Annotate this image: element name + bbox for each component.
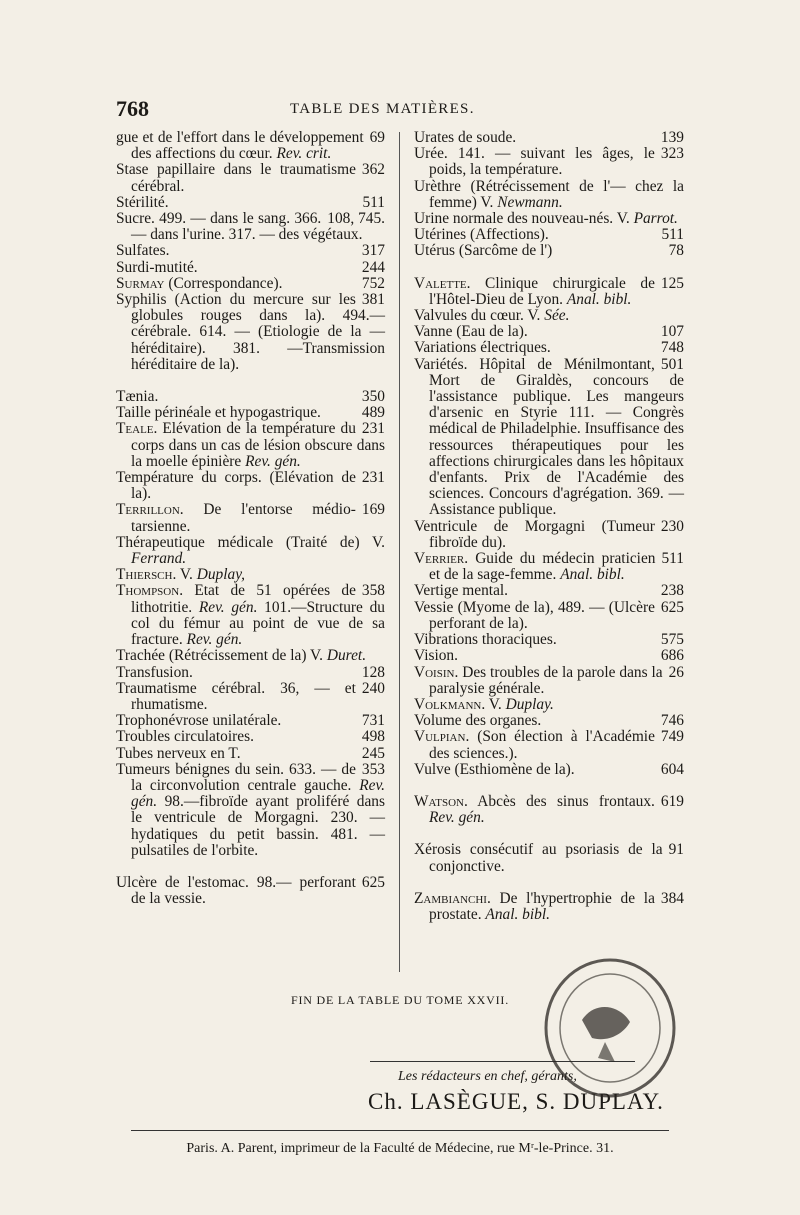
author-name: Thompson (116, 582, 180, 600)
author-name: Vulpian (414, 728, 466, 746)
source-ref: Parrot. (633, 210, 678, 228)
entry-text: Utérus (Sarcôme de l') (414, 242, 553, 260)
index-entry (414, 551, 684, 583)
source-ref: Rev. gén. (429, 809, 485, 827)
entry-text: Urine normale des nouveau-nés. V. (414, 210, 634, 228)
index-entry (116, 292, 385, 373)
index-entry (116, 665, 385, 681)
entry-text: Trophonévrose unilatérale. (116, 712, 282, 730)
entry-text: Urates de soude. (414, 129, 517, 146)
editors-line: Les rédacteurs en chef, gérants, (398, 1069, 577, 1084)
page-reference: 350 (361, 388, 385, 406)
entry-text: . (Son élection à l'Académie des sciences.). (429, 728, 655, 762)
entry-text: Variations électriques. (414, 339, 551, 357)
page-reference: 625 (361, 873, 385, 891)
index-entry (414, 340, 684, 356)
page-reference: 748 (660, 339, 684, 357)
page-reference: 245 (361, 744, 385, 762)
index-entry (414, 146, 684, 178)
page-reference: 231 (361, 469, 385, 487)
index-entry (116, 211, 385, 243)
entry-text: Vessie (Myome de la), 489. — (Ulcère perforant de la). (414, 598, 655, 632)
entry-text: Troubles circulatoires. (116, 728, 254, 746)
source-ref: Duplay, (196, 566, 246, 584)
index-entry (414, 648, 684, 664)
page-reference: 731 (361, 712, 385, 730)
entry-text: Sulfates. (116, 242, 170, 260)
page-reference: 384 (660, 889, 684, 907)
index-entry (414, 227, 684, 243)
index-entry (414, 762, 684, 778)
page-reference: 498 (361, 728, 385, 746)
index-entry (116, 746, 385, 762)
page-reference: 358 (361, 582, 385, 600)
entry-text: . Abcès des sinus frontaux. (463, 792, 655, 810)
entry-text: Traumatisme cérébral. 36, — et rhumatisme. (116, 679, 356, 713)
page-reference: 107 (660, 323, 684, 341)
entry-text: Surdi-mutité. (116, 258, 198, 276)
author-name: Terrillon (116, 501, 180, 519)
index-entry (116, 729, 385, 745)
entry-text: . Guide du médecin praticien et de la sage-femme. (429, 550, 656, 584)
index-entry (414, 842, 684, 874)
author-name: Verrier (414, 550, 465, 568)
page-reference: 169 (361, 501, 385, 519)
index-entry (116, 762, 385, 859)
entry-text: Vanne (Eau de la). (414, 323, 528, 341)
author-name: Watson (414, 792, 464, 810)
index-entry (116, 243, 385, 259)
index-entry (414, 713, 684, 729)
page-reference: 752 (361, 274, 385, 292)
page-reference: 139 (660, 129, 684, 146)
running-title: TABLE DES MATIÈRES. (290, 101, 475, 117)
index-entry (116, 405, 385, 421)
entry-text: . V. (172, 566, 197, 584)
source-ref: Rev. crit. (276, 145, 332, 163)
entry-text: Température du corps. (Elévation de la). (116, 469, 356, 503)
library-stamp (510, 950, 680, 1105)
entry-text: 101.—Structure du col du fémur au point de vue de sa fracture. (131, 598, 385, 649)
page-reference: 511 (362, 193, 385, 211)
entry-text: Transfusion. (116, 663, 193, 681)
page-reference: 26 (668, 663, 684, 681)
index-entry (414, 211, 684, 227)
entry-text: . V. (481, 695, 506, 713)
page-reference: 511 (661, 226, 684, 244)
entry-text: Valvules du cœur. V. (414, 307, 545, 325)
source-ref: Rev. gén. (186, 631, 243, 649)
index-entry (116, 567, 385, 583)
index-entry (116, 681, 385, 713)
index-entry (116, 130, 385, 162)
entry-text: Urèthre (Rétrécissement de l'— chez la femme) V. (414, 177, 684, 211)
page-reference: 240 (361, 679, 385, 697)
entry-text: . Des troubles de la parole dans la paralysie générale. (429, 663, 663, 697)
source-ref: Anal. bibl. (566, 290, 632, 308)
index-entry (414, 632, 684, 648)
entry-text: Tumeurs bénignes du sein. 633. — de la circonvolution centrale gauche. (116, 760, 360, 794)
author-name: Volkmann (414, 695, 482, 713)
page-reference: 604 (660, 760, 684, 778)
index-entry (414, 519, 684, 551)
index-entry (414, 357, 684, 519)
index-entry (116, 260, 385, 276)
page-reference: 317 (361, 242, 385, 260)
entry-text: Ventricule de Morgagni (Tumeur fibroïde du). (414, 517, 655, 551)
page-reference: 108, 745. (327, 210, 385, 228)
index-entry (414, 891, 684, 923)
index-entry (414, 583, 684, 599)
entry-text: Syphilis (Action du mercure sur les globules rouges dans la). 494.—cérébrale. 614. — (Etiologie de la — héréditaire). 381. —Transmission héréditaire de la). (116, 291, 385, 373)
source-ref: Rev. gén. (245, 452, 301, 470)
index-entry (414, 697, 684, 713)
source-ref: Sée. (544, 307, 570, 325)
page-reference: 501 (660, 355, 684, 373)
entry-text: . Elévation de la température du corps dans un cas de lésion obscure dans la moelle épinière (131, 420, 385, 470)
index-entry (116, 470, 385, 502)
page-reference: 489 (361, 404, 385, 422)
divider-rule (131, 1130, 669, 1131)
page-reference: 238 (660, 582, 684, 600)
source-ref: Rev. gén. (198, 598, 258, 616)
entry-text: Trachée (Rétrécissement de la) V. (116, 647, 327, 665)
author-name: Valette (414, 274, 467, 292)
entry-text: Tubes nerveux en T. (116, 744, 241, 762)
page-reference: 244 (361, 258, 385, 276)
entry-text: Utérines (Affections). (414, 226, 549, 244)
index-entry (414, 179, 684, 211)
index-entry (116, 713, 385, 729)
entry-text: Ulcère de l'estomac. 98.— perforant de la vessie. (116, 873, 356, 908)
index-entry (116, 875, 385, 907)
page-reference: 746 (660, 712, 684, 730)
page-number: 768 (116, 96, 149, 121)
editor-signatures: Ch. LASÈGUE, S. DUPLAY. (368, 1089, 664, 1114)
page-reference: 625 (660, 598, 684, 616)
source-ref: Anal. bibl. (560, 566, 625, 584)
entry-text: Volume des organes. (414, 712, 542, 730)
index-column-right (414, 130, 684, 923)
author-name: Voisin (414, 663, 455, 681)
entry-text: . De l'entorse médio-tarsienne. (131, 501, 356, 535)
entry-text: 98.—fibroïde ayant proliféré dans le ventricule de Morgagni. 230. — hydatiques du petit bassin. 481. — pulsatiles de l'orbite. (131, 793, 385, 859)
index-entry (414, 729, 684, 761)
index-entry (116, 389, 385, 405)
entry-text: gue et de l'effort dans le développement des affections du cœur. (116, 129, 364, 163)
entry-text: Variétés. Hôpital de Ménilmontant, Mort de Giraldès, concours de l'assistance publique. Les mangeurs d'arsenic en Styrie 111. — Congrès médical de Philadelphie. Insuffisance des ressources thérapeutiques pour les affections chirurgicales dans les hôpitaux d'enfants. Prix de l'Académie des sciences. Concours d'agrégation. 369. — Assistance publique. (414, 355, 684, 519)
entry-text: Tænia. (116, 388, 159, 406)
index-entry (414, 308, 684, 324)
source-ref: Duret. (326, 647, 367, 665)
entry-text: Vulve (Esthiomène de la). (414, 760, 575, 778)
entry-text: Sucre. 499. — dans le sang. 366. — dans l'urine. 317. — des végétaux. (116, 210, 363, 244)
entry-text: Vertige mental. (414, 582, 509, 600)
index-entry (116, 276, 385, 292)
page-reference: 749 (660, 728, 684, 746)
page-reference: 125 (660, 274, 684, 292)
page-reference: 575 (660, 631, 684, 649)
entry-text: Taille périnéale et hypogastrique. (116, 404, 321, 422)
entry-text: Vision. (414, 647, 458, 665)
entry-text: Vibrations thoraciques. (414, 631, 557, 649)
source-ref: Anal. bibl. (485, 905, 550, 923)
author-name: Zambianchi (414, 889, 487, 907)
page-reference: 381 (361, 291, 385, 309)
page-reference: 353 (361, 760, 385, 778)
author-name: Thiersch (116, 566, 173, 584)
index-entry (116, 583, 385, 648)
page-reference: 91 (668, 841, 684, 859)
index-column-left (116, 130, 385, 907)
page-reference: 362 (361, 161, 385, 179)
index-entry (414, 600, 684, 632)
author-name: Surmay (116, 274, 165, 292)
page-reference: 231 (361, 420, 385, 438)
printer-imprint: Paris. A. Parent, imprimeur de la Faculté de Médecine, rue Mʳ-le-Prince. 31. (186, 1141, 614, 1156)
author-name: Teale (116, 420, 154, 438)
entry-text: . Clinique chirurgicale de l'Hôtel-Dieu de Lyon. (429, 274, 655, 308)
page-reference: 128 (361, 663, 385, 681)
entry-text: Stérilité. (116, 193, 169, 211)
index-entry (116, 195, 385, 211)
page-reference: 619 (660, 792, 684, 810)
index-entry (116, 502, 385, 534)
index-entry (116, 421, 385, 470)
index-entry (414, 130, 684, 146)
page-reference: 686 (660, 647, 684, 665)
index-entry (414, 243, 684, 259)
source-ref: Newmann. (497, 193, 563, 211)
index-entry (116, 162, 385, 194)
entry-text: Urée. 141. — suivant les âges, le poids, la température. (414, 145, 655, 179)
page-reference: 230 (660, 517, 684, 535)
entry-text: (Correspondance). (164, 274, 283, 292)
page-reference: 511 (661, 550, 684, 568)
end-of-table-line: FIN DE LA TABLE DU TOME XXVII. (290, 993, 510, 1007)
column-divider (399, 132, 400, 972)
index-entry (414, 794, 684, 826)
entry-text: . De l'hypertrophie de la prostate. (429, 889, 655, 923)
page-reference: 323 (660, 145, 684, 163)
index-entry (116, 648, 385, 664)
source-ref: Duplay. (505, 695, 554, 713)
index-entry (414, 665, 684, 697)
source-ref: Ferrand. (131, 550, 187, 568)
entry-text: Thérapeutique médicale (Traité de) V. (116, 533, 385, 551)
index-entry (414, 276, 684, 308)
entry-text: . Etat de 51 opérées de lithotritie. (131, 582, 356, 616)
page-reference: 78 (668, 242, 684, 260)
entry-text: Stase papillaire dans le traumatisme cérébral. (116, 161, 356, 195)
entry-text: Xérosis consécutif au psoriasis de la conjonctive. (414, 841, 663, 875)
source-ref: Rev. gén. (131, 776, 385, 811)
page-reference: 69 (369, 129, 385, 146)
index-entry (116, 535, 385, 567)
index-entry (414, 324, 684, 340)
